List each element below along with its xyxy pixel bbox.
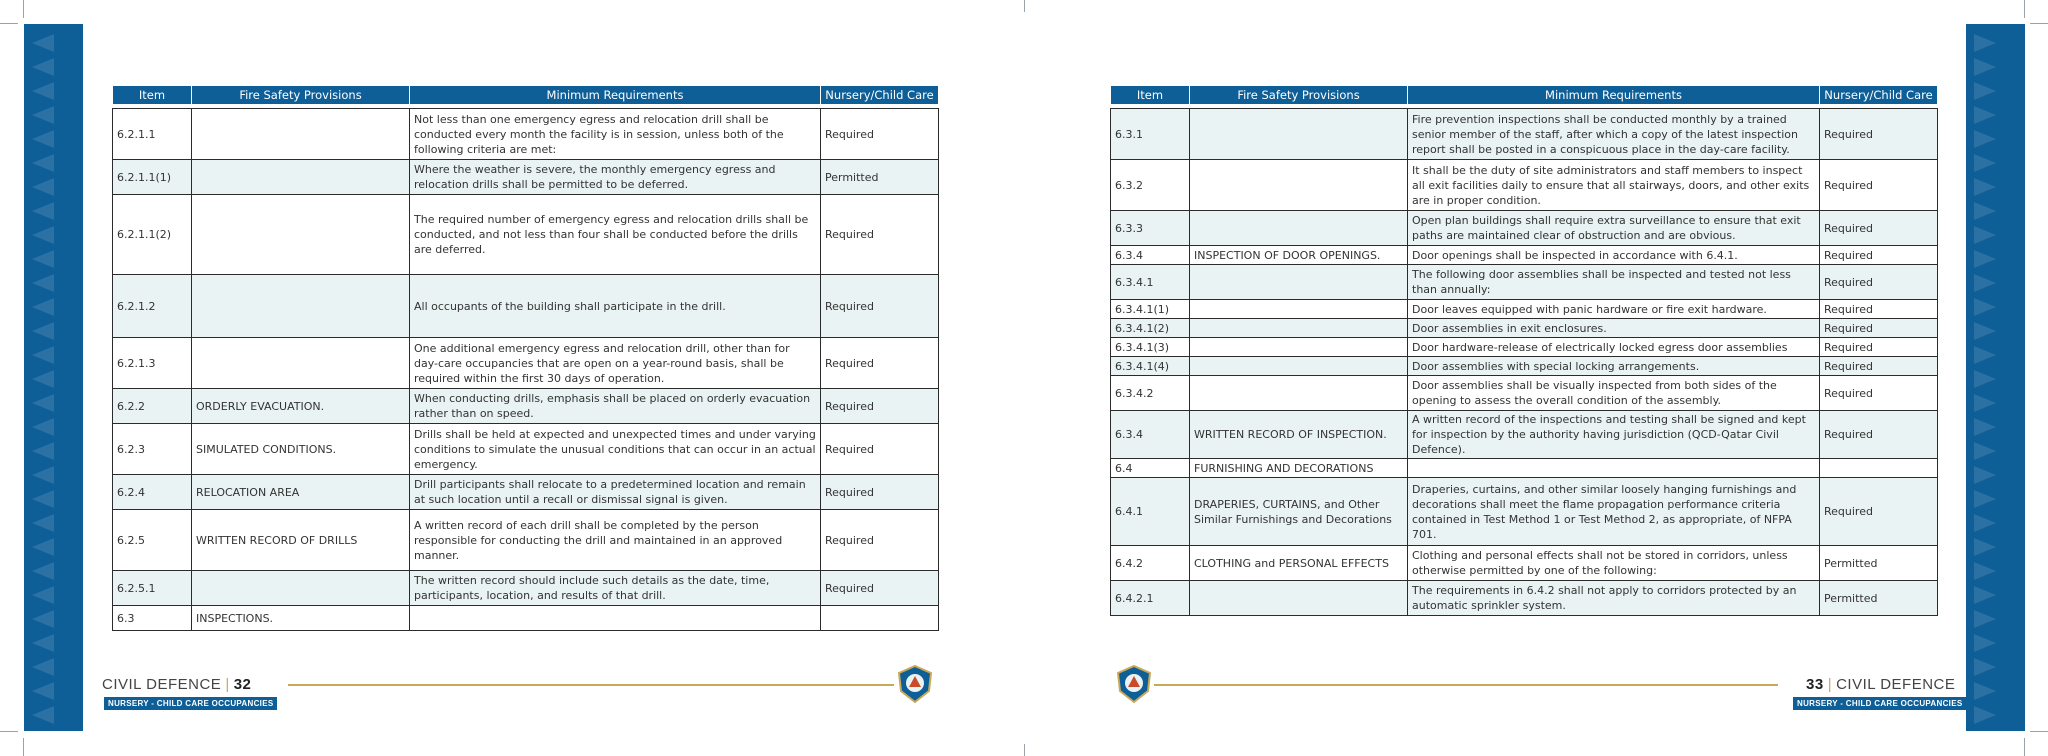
chevron-pattern-icon xyxy=(1974,106,1996,124)
table-row xyxy=(113,160,939,195)
crop-mark xyxy=(1024,0,1025,12)
header-nursery: Nursery/Child Care xyxy=(821,86,939,105)
requirement-cell: A written record of the inspections and testing shall be signed and kept for inspection by the authority having jurisdiction (QCD-Qatar Civil Defence). xyxy=(1408,411,1820,459)
item-cell: 6.4.1 xyxy=(1111,478,1190,546)
provision-cell: SIMULATED CONDITIONS. xyxy=(192,424,410,475)
nursery-cell: Required xyxy=(821,338,939,389)
requirement-cell: One additional emergency egress and relocation drill, other than for day-care occupancies that are open on a year-round basis, shall be required within the first 30 days of operation. xyxy=(410,338,821,389)
nursery-cell: Required xyxy=(1820,160,1938,211)
chevron-pattern-icon xyxy=(1974,274,1996,292)
chevron-pattern-icon xyxy=(32,250,54,268)
chevron-pattern-icon xyxy=(1974,418,1996,436)
item-cell: 6.2.5 xyxy=(113,510,192,571)
footer-subtitle-left: NURSERY - CHILD CARE OCCUPANCIES xyxy=(104,697,277,710)
table-row xyxy=(1111,411,1938,459)
chevron-pattern-icon xyxy=(32,586,54,604)
requirement-cell: The following door assemblies shall be inspected and tested not less than annually: xyxy=(1408,265,1820,300)
nursery-cell: Required xyxy=(821,571,939,606)
table-row xyxy=(1111,581,1938,616)
table-row xyxy=(113,510,939,571)
table-row xyxy=(113,424,939,475)
provision-cell xyxy=(192,338,410,389)
chevron-pattern-icon xyxy=(1974,58,1996,76)
requirement-cell: It shall be the duty of site administrators and staff members to inspect all exit facilities daily to ensure that all stairways, doors, and other exits are in proper condition. xyxy=(1408,160,1820,211)
crop-mark xyxy=(0,731,18,732)
chevron-pattern-icon xyxy=(32,658,54,676)
chevron-pattern-icon xyxy=(32,130,54,148)
chevron-pattern-icon xyxy=(32,682,54,700)
provision-cell xyxy=(1190,160,1408,211)
chevron-pattern-icon xyxy=(32,634,54,652)
requirement-cell: Draperies, curtains, and other similar loosely hanging furnishings and decorations shall meet the flame propagation performance criteria contained in Test Method 1 or Test Method 2, as appropriate, of NFPA 701. xyxy=(1408,478,1820,546)
header-requirements: Minimum Requirements xyxy=(410,86,821,105)
provision-cell xyxy=(1190,109,1408,160)
chevron-pattern-icon xyxy=(32,610,54,628)
chevron-pattern-icon xyxy=(1974,346,1996,364)
chevron-pattern-icon xyxy=(1974,514,1996,532)
provision-cell xyxy=(1190,300,1408,319)
provision-cell xyxy=(1190,376,1408,411)
table-row xyxy=(1111,338,1938,357)
nursery-cell: Required xyxy=(1820,109,1938,160)
table-row xyxy=(113,195,939,275)
chevron-pattern-icon xyxy=(32,154,54,172)
provision-cell: INSPECTION OF DOOR OPENINGS. xyxy=(1190,246,1408,265)
chevron-pattern-icon xyxy=(32,298,54,316)
table-row xyxy=(113,571,939,606)
provision-cell: WRITTEN RECORD OF INSPECTION. xyxy=(1190,411,1408,459)
left-decorative-band xyxy=(24,24,83,731)
chevron-pattern-icon xyxy=(1974,610,1996,628)
chevron-pattern-icon xyxy=(32,226,54,244)
chevron-pattern-icon xyxy=(32,58,54,76)
provision-cell: RELOCATION AREA xyxy=(192,475,410,510)
chevron-pattern-icon xyxy=(32,202,54,220)
nursery-cell: Required xyxy=(1820,319,1938,338)
item-cell: 6.2.1.1 xyxy=(113,109,192,160)
item-cell: 6.4.2 xyxy=(1111,546,1190,581)
table-header-row xyxy=(113,86,939,105)
requirement-cell: Door hardware-release of electrically locked egress door assemblies xyxy=(1408,338,1820,357)
chevron-pattern-icon xyxy=(1974,658,1996,676)
chevron-pattern-icon xyxy=(32,418,54,436)
item-cell: 6.3.4.2 xyxy=(1111,376,1190,411)
requirement-cell: Fire prevention inspections shall be conducted monthly by a trained senior member of the staff, after which a copy of the latest inspection report shall be posted in a conspicuous place in the day-care facility. xyxy=(1408,109,1820,160)
brand-divider: | xyxy=(225,676,230,693)
requirement-cell: Drills shall be held at expected and unexpected times and under varying conditions to simulate the unusual conditions that can occur in an actual emergency. xyxy=(410,424,821,475)
item-cell: 6.3.4.1(4) xyxy=(1111,357,1190,376)
chevron-pattern-icon xyxy=(32,514,54,532)
item-cell: 6.3.4.1 xyxy=(1111,265,1190,300)
table-row xyxy=(113,109,939,160)
chevron-pattern-icon xyxy=(1974,130,1996,148)
nursery-cell: Required xyxy=(821,389,939,424)
requirement-cell: When conducting drills, emphasis shall be placed on orderly evacuation rather than on speed. xyxy=(410,389,821,424)
header-provisions: Fire Safety Provisions xyxy=(1190,86,1408,105)
header-item: Item xyxy=(113,86,192,105)
chevron-pattern-icon xyxy=(32,442,54,460)
table-row xyxy=(1111,478,1938,546)
item-cell: 6.2.3 xyxy=(113,424,192,475)
crop-mark xyxy=(2024,0,2025,18)
nursery-cell: Required xyxy=(1820,211,1938,246)
item-cell: 6.2.1.1(2) xyxy=(113,195,192,275)
table-row xyxy=(1111,546,1938,581)
right-requirements-table xyxy=(1110,85,1938,616)
civil-defence-emblem-icon xyxy=(895,664,935,704)
requirement-cell: All occupants of the building shall participate in the drill. xyxy=(410,275,821,338)
chevron-pattern-icon xyxy=(32,34,54,52)
civil-defence-emblem-icon xyxy=(1114,664,1154,704)
provision-cell xyxy=(192,195,410,275)
chevron-pattern-icon xyxy=(1974,82,1996,100)
nursery-cell: Required xyxy=(821,275,939,338)
nursery-cell: Required xyxy=(1820,265,1938,300)
chevron-pattern-icon xyxy=(1974,562,1996,580)
chevron-pattern-icon xyxy=(32,274,54,292)
requirement-cell: The written record should include such details as the date, time, participants, location, and results of that drill. xyxy=(410,571,821,606)
requirement-cell: The required number of emergency egress and relocation drills shall be conducted, and not less than four shall be conducted before the drills are deferred. xyxy=(410,195,821,275)
table-row xyxy=(113,606,939,631)
provision-cell xyxy=(1190,211,1408,246)
table-row xyxy=(1111,211,1938,246)
nursery-cell: Required xyxy=(1820,300,1938,319)
nursery-cell xyxy=(1820,459,1938,478)
chevron-pattern-icon xyxy=(32,346,54,364)
nursery-cell: Required xyxy=(1820,478,1938,546)
nursery-cell: Required xyxy=(1820,338,1938,357)
table-row xyxy=(113,275,939,338)
chevron-pattern-icon xyxy=(32,466,54,484)
requirement-cell xyxy=(1408,459,1820,478)
footer-rule-right xyxy=(1154,684,1778,686)
requirement-cell xyxy=(410,606,821,631)
footer-rule-left xyxy=(288,684,894,686)
requirement-cell: Drill participants shall relocate to a predetermined location and remain at such location until a recall or dismissal signal is given. xyxy=(410,475,821,510)
requirement-cell: Where the weather is severe, the monthly emergency egress and relocation drills shall be permitted to be deferred. xyxy=(410,160,821,195)
brand-name: CIVIL DEFENCE xyxy=(102,676,222,693)
chevron-pattern-icon xyxy=(32,562,54,580)
nursery-cell: Required xyxy=(821,195,939,275)
nursery-cell: Required xyxy=(1820,411,1938,459)
requirement-cell: Door assemblies in exit enclosures. xyxy=(1408,319,1820,338)
table-row xyxy=(1111,160,1938,211)
chevron-pattern-icon xyxy=(32,82,54,100)
table-row xyxy=(1111,357,1938,376)
item-cell: 6.2.4 xyxy=(113,475,192,510)
provision-cell xyxy=(1190,357,1408,376)
provision-cell: INSPECTIONS. xyxy=(192,606,410,631)
nursery-cell: Permitted xyxy=(1820,546,1938,581)
header-item: Item xyxy=(1111,86,1190,105)
footer-subtitle-right: NURSERY - CHILD CARE OCCUPANCIES xyxy=(1793,697,1966,710)
item-cell: 6.3.4.1(1) xyxy=(1111,300,1190,319)
page-number: 33 xyxy=(1806,676,1824,693)
nursery-cell: Permitted xyxy=(1820,581,1938,616)
item-cell: 6.4.2.1 xyxy=(1111,581,1190,616)
footer-brand-left xyxy=(102,676,251,693)
item-cell: 6.3.4.1(3) xyxy=(1111,338,1190,357)
nursery-cell: Permitted xyxy=(821,160,939,195)
provision-cell xyxy=(192,571,410,606)
chevron-pattern-icon xyxy=(1974,706,1996,724)
header-provisions: Fire Safety Provisions xyxy=(192,86,410,105)
requirement-cell: Door assemblies with special locking arrangements. xyxy=(1408,357,1820,376)
item-cell: 6.2.1.3 xyxy=(113,338,192,389)
nursery-cell: Required xyxy=(1820,246,1938,265)
item-cell: 6.3.3 xyxy=(1111,211,1190,246)
nursery-cell: Required xyxy=(821,510,939,571)
crop-mark xyxy=(23,738,24,756)
chevron-pattern-icon xyxy=(1974,370,1996,388)
provision-cell xyxy=(1190,265,1408,300)
item-cell: 6.3.2 xyxy=(1111,160,1190,211)
table-row xyxy=(113,389,939,424)
nursery-cell: Required xyxy=(1820,376,1938,411)
provision-cell xyxy=(1190,581,1408,616)
chevron-pattern-icon xyxy=(1974,202,1996,220)
provision-cell xyxy=(192,160,410,195)
chevron-pattern-icon xyxy=(1974,322,1996,340)
requirement-cell: A written record of each drill shall be completed by the person responsible for conducting the drill and maintained in an approved manner. xyxy=(410,510,821,571)
nursery-cell xyxy=(821,606,939,631)
chevron-pattern-icon xyxy=(32,490,54,508)
crop-mark xyxy=(2030,23,2048,24)
requirement-cell: Not less than one emergency egress and relocation drill shall be conducted every month the facility is in session, unless both of the following criteria are met: xyxy=(410,109,821,160)
item-cell: 6.3.4 xyxy=(1111,411,1190,459)
nursery-cell: Required xyxy=(1820,357,1938,376)
table-row xyxy=(1111,300,1938,319)
chevron-pattern-icon xyxy=(32,370,54,388)
requirement-cell: Door leaves equipped with panic hardware or fire exit hardware. xyxy=(1408,300,1820,319)
chevron-pattern-icon xyxy=(1974,394,1996,412)
crop-mark xyxy=(2030,731,2048,732)
table-row xyxy=(1111,109,1938,160)
item-cell: 6.2.1.2 xyxy=(113,275,192,338)
requirement-cell: Open plan buildings shall require extra surveillance to ensure that exit paths are maintained clear of obstruction and are obvious. xyxy=(1408,211,1820,246)
chevron-pattern-icon xyxy=(1974,490,1996,508)
requirement-cell: The requirements in 6.4.2 shall not apply to corridors protected by an automatic sprinkler system. xyxy=(1408,581,1820,616)
chevron-pattern-icon xyxy=(32,106,54,124)
header-nursery: Nursery/Child Care xyxy=(1820,86,1938,105)
chevron-pattern-icon xyxy=(1974,634,1996,652)
chevron-pattern-icon xyxy=(1974,682,1996,700)
chevron-pattern-icon xyxy=(1974,154,1996,172)
crop-mark xyxy=(0,23,18,24)
provision-cell: ORDERLY EVACUATION. xyxy=(192,389,410,424)
item-cell: 6.3.4 xyxy=(1111,246,1190,265)
item-cell: 6.4 xyxy=(1111,459,1190,478)
table-row xyxy=(113,338,939,389)
requirement-cell: Clothing and personal effects shall not be stored in corridors, unless otherwise permitted by one of the following: xyxy=(1408,546,1820,581)
provision-cell xyxy=(192,109,410,160)
chevron-pattern-icon xyxy=(32,706,54,724)
item-cell: 6.3.1 xyxy=(1111,109,1190,160)
chevron-pattern-icon xyxy=(1974,34,1996,52)
table-row xyxy=(1111,376,1938,411)
chevron-pattern-icon xyxy=(1974,226,1996,244)
provision-cell: FURNISHING AND DECORATIONS xyxy=(1190,459,1408,478)
nursery-cell: Required xyxy=(821,424,939,475)
right-decorative-band xyxy=(1966,24,2025,731)
provision-cell xyxy=(192,275,410,338)
item-cell: 6.2.5.1 xyxy=(113,571,192,606)
brand-name: CIVIL DEFENCE xyxy=(1836,676,1956,693)
crop-mark xyxy=(1024,744,1025,756)
item-cell: 6.2.2 xyxy=(113,389,192,424)
table-row xyxy=(113,475,939,510)
table-row xyxy=(1111,246,1938,265)
chevron-pattern-icon xyxy=(1974,298,1996,316)
chevron-pattern-icon xyxy=(1974,466,1996,484)
nursery-cell: Required xyxy=(821,475,939,510)
table-row xyxy=(1111,265,1938,300)
table-row xyxy=(1111,319,1938,338)
chevron-pattern-icon xyxy=(1974,538,1996,556)
requirement-cell: Door assemblies shall be visually inspected from both sides of the opening to assess the overall condition of the assembly. xyxy=(1408,376,1820,411)
provision-cell xyxy=(1190,319,1408,338)
page-number: 32 xyxy=(233,676,252,693)
item-cell: 6.3.4.1(2) xyxy=(1111,319,1190,338)
header-requirements: Minimum Requirements xyxy=(1408,86,1820,105)
chevron-pattern-icon xyxy=(1974,586,1996,604)
crop-mark xyxy=(23,0,24,18)
brand-divider: | xyxy=(1827,676,1833,693)
footer-brand-right xyxy=(1806,676,1955,693)
provision-cell: WRITTEN RECORD OF DRILLS xyxy=(192,510,410,571)
chevron-pattern-icon xyxy=(1974,442,1996,460)
provision-cell: DRAPERIES, CURTAINS, and Other Similar Furnishings and Decorations xyxy=(1190,478,1408,546)
table-row xyxy=(1111,459,1938,478)
provision-cell: CLOTHING and PERSONAL EFFECTS xyxy=(1190,546,1408,581)
chevron-pattern-icon xyxy=(32,178,54,196)
chevron-pattern-icon xyxy=(32,538,54,556)
provision-cell xyxy=(1190,338,1408,357)
item-cell: 6.2.1.1(1) xyxy=(113,160,192,195)
chevron-pattern-icon xyxy=(32,394,54,412)
crop-mark xyxy=(2024,738,2025,756)
nursery-cell: Required xyxy=(821,109,939,160)
chevron-pattern-icon xyxy=(1974,250,1996,268)
item-cell: 6.3 xyxy=(113,606,192,631)
chevron-pattern-icon xyxy=(32,322,54,340)
chevron-pattern-icon xyxy=(1974,178,1996,196)
requirement-cell: Door openings shall be inspected in accordance with 6.4.1. xyxy=(1408,246,1820,265)
table-header-row xyxy=(1111,86,1938,105)
left-requirements-table xyxy=(112,85,939,631)
